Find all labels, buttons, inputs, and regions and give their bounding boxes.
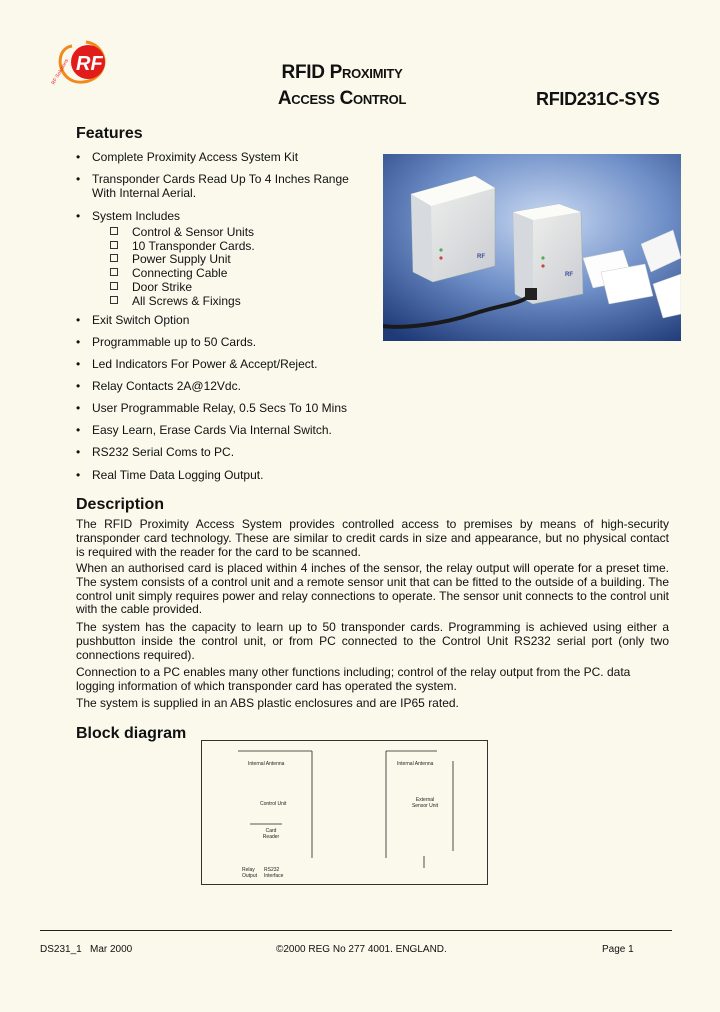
product-photo xyxy=(383,154,681,341)
logo-tagline: RF Solutions xyxy=(50,58,71,86)
include-item: Control & Sensor Units xyxy=(110,226,254,240)
description-paragraph-4: Connection to a PC enables many other functions including; control of the relay output from the PC. data logging information of which transponder card has operated the system. xyxy=(76,665,631,693)
bullet: • xyxy=(76,313,81,327)
bullet: • xyxy=(76,468,81,482)
bullet: • xyxy=(76,172,81,186)
right-aerial-label: Internal Antenna xyxy=(397,761,434,767)
photo-label-right: RF xyxy=(565,272,573,278)
footer-date: Mar 2000 xyxy=(90,944,133,955)
feature-item: Complete Proximity Access System Kit xyxy=(92,150,299,164)
logo-letters: RF xyxy=(76,53,103,75)
card-reader-label: Card Reader xyxy=(262,828,280,840)
feature-item: Real Time Data Logging Output. xyxy=(92,468,264,482)
description-paragraph-5: The system is supplied in an ABS plastic enclosures and are IP65 rated. xyxy=(76,696,459,710)
rs232-label: RS232 Interface xyxy=(264,867,284,879)
include-item: Door Strike xyxy=(110,281,192,295)
footer-doc-id: DS231_1 xyxy=(40,944,82,955)
include-item: Power Supply Unit xyxy=(110,253,231,267)
feature-item: Exit Switch Option xyxy=(92,313,190,327)
bullet: • xyxy=(76,423,81,437)
feature-item: User Programmable Relay, 0.5 Secs To 10 Mins xyxy=(92,401,347,415)
feature-item: RS232 Serial Coms to PC. xyxy=(92,445,235,459)
bullet: • xyxy=(76,357,81,371)
include-item: Connecting Cable xyxy=(110,267,227,281)
include-item: 10 Transponder Cards. xyxy=(110,240,255,254)
company-logo xyxy=(48,38,118,88)
description-paragraph-3: The system has the capacity to learn up to 50 transponder cards. Programming is achieved using either a pushbutton inside the control unit, or from PC connected to the Control Unit RS232 serial port (only two connections required). xyxy=(76,620,669,662)
bullet: • xyxy=(76,209,81,223)
features-heading: Features xyxy=(76,125,143,142)
footer-copyright: ©2000 REG No 277 4001. ENGLAND. xyxy=(276,944,447,955)
feature-item: System Includes xyxy=(92,209,181,223)
feature-item: Transponder Cards Read Up To 4 Inches Range With Internal Aerial. xyxy=(92,172,349,200)
doc-title-line2: Access Control xyxy=(277,88,407,109)
description-heading: Description xyxy=(76,496,165,513)
feature-item: Programmable up to 50 Cards. xyxy=(92,335,257,349)
bullet: • xyxy=(76,150,81,164)
external-sensor-label: External Sensor Unit xyxy=(411,797,439,809)
feature-item: Relay Contacts 2A@12Vdc. xyxy=(92,379,241,393)
left-aerial-label: Internal Antenna xyxy=(248,761,285,767)
bullet: • xyxy=(76,335,81,349)
block-diagram xyxy=(201,740,488,885)
feature-item: Easy Learn, Erase Cards Via Internal Switch. xyxy=(92,423,332,437)
control-unit-label: Control Unit xyxy=(260,801,287,807)
bullet: • xyxy=(76,445,81,459)
photo-label-left: RF xyxy=(477,254,485,260)
bullet: • xyxy=(76,379,81,393)
footer-page: Page 1 xyxy=(602,944,634,955)
include-item: All Screws & Fixings xyxy=(110,295,241,309)
description-paragraph-2: When an authorised card is placed within 4 inches of the sensor, the relay output will operate for a preset time. The system consists of a control unit and a remote sensor unit that can be fitted to the outside of a building. The control unit simply requires power and relay connections to operate. The sensor unit connects to the control unit with the cable provided. xyxy=(76,561,669,617)
part-number: RFID231C-SYS xyxy=(536,89,660,109)
bullet: • xyxy=(76,401,81,415)
block-diagram-heading: Block diagram xyxy=(76,725,187,742)
relay-output-label: Relay Output xyxy=(242,867,258,879)
doc-title-line1: RFID Proximity xyxy=(281,62,403,83)
footer-divider xyxy=(40,930,672,931)
description-paragraph-1: The RFID Proximity Access System provides controlled access to premises by means of high-security transponder card technology. These are similar to credit cards in size and appearance, but no physical contact is required with the reader for the card to be scanned. xyxy=(76,517,669,559)
feature-item: Led Indicators For Power & Accept/Reject. xyxy=(92,357,318,371)
